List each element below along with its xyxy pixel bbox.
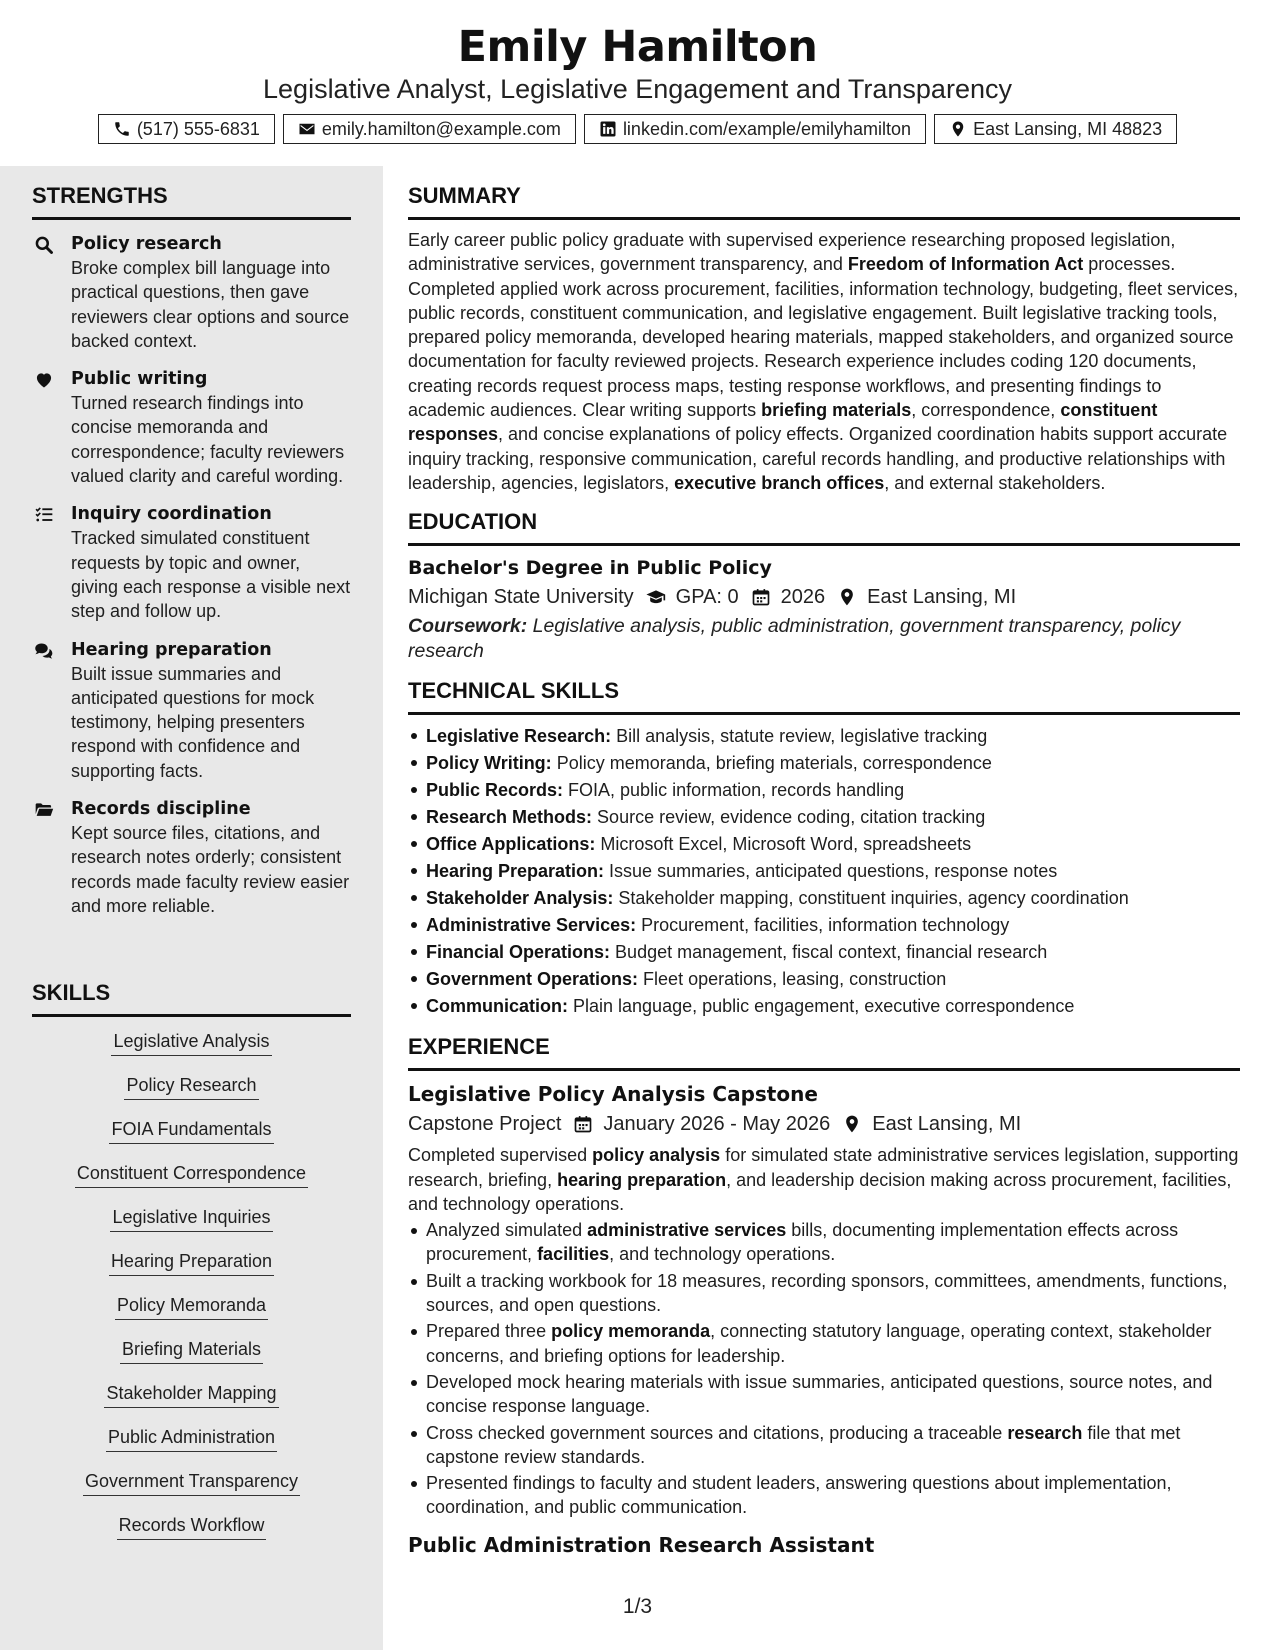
bullet-part: Analyzed simulated bbox=[426, 1220, 588, 1241]
bullet-part: Built a tracking workbook for 18 measures, recording sponsors, committees, amendments, functions, sources, and open questions. bbox=[426, 1270, 1228, 1316]
map-pin-icon bbox=[837, 587, 857, 607]
skill-value: Policy memoranda, briefing materials, correspondence bbox=[551, 753, 992, 774]
job-dates: January 2026 - May 2026 bbox=[603, 1113, 831, 1136]
job-title: Public Administration Research Assistant bbox=[408, 1532, 875, 1557]
skills-heading: SKILLS bbox=[32, 980, 351, 1017]
summary-part: Early career public policy graduate with supervised experience researching proposed legislation, administrative services, government transparency, and bbox=[408, 230, 1176, 275]
bullet-part: file that met capstone review standards. bbox=[426, 1422, 1181, 1467]
summary-heading: SUMMARY bbox=[408, 183, 1240, 220]
sidebar bbox=[0, 166, 383, 1650]
strength-description: Kept source files, citations, and research notes orderly; consistent records made faculty review easier and more reliable. bbox=[71, 823, 350, 916]
contact-email-text: emily.hamilton@example.com bbox=[321, 118, 561, 139]
contact-email[interactable] bbox=[283, 114, 576, 144]
strength-item bbox=[32, 367, 351, 488]
list-item bbox=[408, 723, 1240, 750]
school-name: Michigan State University bbox=[408, 586, 634, 609]
skill-value: Budget management, fiscal context, financial research bbox=[610, 942, 1048, 963]
list-item bbox=[408, 939, 1240, 966]
bullet-part: Developed mock hearing materials with issue summaries, anticipated questions, source notes, and concise response language. bbox=[426, 1371, 1213, 1417]
skill-item: Stakeholder Mapping bbox=[104, 1381, 278, 1408]
skills-list bbox=[32, 1029, 351, 1557]
contact-linkedin[interactable] bbox=[584, 114, 926, 144]
comments-icon bbox=[34, 641, 54, 661]
phone-icon bbox=[113, 120, 131, 138]
search-icon bbox=[34, 235, 54, 255]
strength-description: Turned research findings into concise memoranda and correspondence; faculty reviewers valued clarity and careful wording. bbox=[71, 393, 345, 487]
skill-item: Government Transparency bbox=[83, 1469, 300, 1496]
intro-part: Completed supervised bbox=[408, 1145, 593, 1166]
contact-phone-text: (517) 555-6831 bbox=[136, 118, 260, 139]
main-content bbox=[408, 166, 1240, 1574]
skill-item: Policy Research bbox=[124, 1073, 258, 1100]
summary-section bbox=[408, 183, 1240, 495]
skill-value: Plain language, public engagement, executive correspondence bbox=[568, 996, 1075, 1017]
strength-description: Tracked simulated constituent requests by topic and owner, giving each response a visible next step and follow up. bbox=[71, 528, 351, 622]
skill-value: Issue summaries, anticipated questions, response notes bbox=[604, 861, 1058, 882]
candidate-name: Emily Hamilton bbox=[457, 22, 818, 72]
contact-location-text: East Lansing, MI 48823 bbox=[973, 118, 1163, 139]
folder-open-icon bbox=[34, 800, 54, 820]
skill-value: FOIA, public information, records handling bbox=[563, 780, 905, 801]
bullet-bold: facilities bbox=[537, 1244, 610, 1265]
summary-bold: Freedom of Information Act bbox=[847, 254, 1084, 275]
education-section bbox=[408, 509, 1240, 664]
intro-bold: hearing preparation bbox=[557, 1169, 727, 1190]
list-item bbox=[408, 1370, 1240, 1419]
list-item bbox=[408, 1319, 1240, 1368]
skill-label: Hearing Preparation: bbox=[426, 861, 605, 882]
summary-bold: executive branch offices bbox=[674, 472, 885, 493]
skill-item: FOIA Fundamentals bbox=[109, 1117, 273, 1144]
bullet-part: Prepared three bbox=[426, 1321, 552, 1342]
job-meta bbox=[408, 1109, 1240, 1139]
graduation-cap-icon bbox=[646, 587, 666, 607]
job-organization: Capstone Project bbox=[408, 1113, 562, 1136]
skill-value: Source review, evidence coding, citation tracking bbox=[592, 807, 986, 828]
gpa-value: GPA: 0 bbox=[675, 586, 739, 609]
strength-title: Hearing preparation bbox=[71, 639, 272, 660]
coursework-label: Coursework: bbox=[408, 615, 528, 638]
contact-linkedin-text: linkedin.com/example/emilyhamilton bbox=[622, 118, 912, 139]
bullet-part: Cross checked government sources and citations, producing a traceable bbox=[426, 1422, 1008, 1443]
strength-item bbox=[32, 797, 351, 918]
list-item bbox=[408, 1269, 1240, 1318]
skill-item: Legislative Analysis bbox=[111, 1029, 271, 1056]
bullet-part: bills, documenting implementation effects across procurement, bbox=[426, 1220, 1179, 1265]
summary-part: , and concise explanations of policy effects. Organized coordination habits support accurate inquiry tracking, responsive communication, careful records handling, and productive relationships with leadership, agencies, legislators, bbox=[408, 424, 1228, 493]
list-check-icon bbox=[34, 505, 54, 525]
job-intro bbox=[408, 1143, 1240, 1216]
skill-value: Bill analysis, statute review, legislative tracking bbox=[611, 726, 988, 747]
contact-bar bbox=[0, 114, 1275, 144]
coursework-text: Legislative analysis, public administration, government transparency, policy research bbox=[408, 615, 1181, 663]
technical-skills-list bbox=[408, 723, 1240, 1020]
skill-item: Legislative Inquiries bbox=[110, 1205, 272, 1232]
skill-item: Constituent Correspondence bbox=[75, 1161, 308, 1188]
skill-value: Stakeholder mapping, constituent inquiries, agency coordination bbox=[613, 888, 1129, 909]
intro-part: , and leadership decision making across procurement, facilities, and technology operations. bbox=[408, 1169, 1232, 1214]
contact-phone[interactable] bbox=[98, 114, 275, 144]
skill-label: Financial Operations: bbox=[426, 942, 611, 963]
bullet-part: , and technology operations. bbox=[609, 1244, 836, 1265]
experience-heading: EXPERIENCE bbox=[408, 1034, 1240, 1071]
strengths-heading: STRENGTHS bbox=[32, 183, 351, 220]
skill-label: Public Records: bbox=[426, 780, 564, 801]
bullet-bold: administrative services bbox=[587, 1220, 787, 1241]
technical-skills-section bbox=[408, 678, 1240, 1020]
skill-label: Legislative Research: bbox=[426, 726, 612, 747]
resume-header bbox=[0, 0, 1275, 166]
summary-bold: constituent responses bbox=[408, 400, 1158, 445]
bullet-part: , connecting statutory language, operating context, stakeholder concerns, and briefing options for leadership. bbox=[426, 1321, 1212, 1366]
education-location: East Lansing, MI bbox=[867, 586, 1017, 609]
list-item bbox=[408, 966, 1240, 993]
education-heading: EDUCATION bbox=[408, 509, 1240, 546]
coursework bbox=[408, 614, 1240, 664]
list-item bbox=[408, 777, 1240, 804]
skill-item: Hearing Preparation bbox=[109, 1249, 274, 1276]
strength-item bbox=[32, 638, 351, 783]
calendar-icon bbox=[751, 587, 771, 607]
technical-skills-heading: TECHNICAL SKILLS bbox=[408, 678, 1240, 715]
skill-value: Fleet operations, leasing, construction bbox=[638, 969, 947, 990]
calendar-icon bbox=[573, 1114, 593, 1134]
strength-title: Records discipline bbox=[71, 799, 251, 820]
candidate-role: Legislative Analyst, Legislative Engagement and Transparency bbox=[263, 74, 1012, 104]
list-item bbox=[408, 804, 1240, 831]
education-meta bbox=[408, 582, 1240, 612]
skill-label: Stakeholder Analysis: bbox=[426, 888, 614, 909]
linkedin-icon bbox=[599, 120, 617, 138]
strength-description: Broke complex bill language into practical questions, then gave reviewers clear options and source backed context. bbox=[71, 258, 350, 351]
bullet-part: Presented findings to faculty and student leaders, answering questions about implementation, coordination, and public communication. bbox=[426, 1473, 1172, 1518]
experience-section bbox=[408, 1034, 1240, 1559]
summary-part: , correspondence, bbox=[911, 400, 1061, 421]
list-item bbox=[408, 993, 1240, 1020]
list-item bbox=[408, 1421, 1240, 1470]
bullet-bold: research bbox=[1007, 1422, 1083, 1443]
intro-part: for simulated state administrative services legislation, supporting research, briefing, bbox=[408, 1145, 1239, 1190]
skill-item: Records Workflow bbox=[117, 1513, 267, 1540]
list-item bbox=[408, 831, 1240, 858]
strength-description: Built issue summaries and anticipated questions for mock testimony, helping presenters respond with confidence and supporting facts. bbox=[71, 663, 315, 781]
list-item bbox=[408, 885, 1240, 912]
list-item bbox=[408, 750, 1240, 777]
job-bullets bbox=[408, 1218, 1240, 1520]
skill-label: Office Applications: bbox=[426, 834, 596, 855]
skill-label: Research Methods: bbox=[426, 807, 593, 828]
contact-location bbox=[934, 114, 1177, 144]
strength-title: Policy research bbox=[71, 234, 222, 254]
skills-section bbox=[32, 980, 351, 1557]
strengths-section bbox=[32, 183, 351, 918]
summary-part: processes. Completed applied work across procurement, facilities, information technology, budgeting, fleet services, public records, constituent communication, and legislative engagement. Built legislative tracking tools, prepared policy memoranda, developed hearing materials, mapped stakeholders, and organized source documentation for faculty reviewed projects. Research experience includes coding 120 documents, creating records request process maps, testing response workflows, and presenting findings to academic audiences. Clear writing supports bbox=[408, 254, 1239, 421]
job-location: East Lansing, MI bbox=[872, 1113, 1022, 1136]
list-item bbox=[408, 1218, 1240, 1267]
map-pin-icon bbox=[949, 120, 967, 138]
strength-item bbox=[32, 232, 351, 353]
map-pin-icon bbox=[842, 1114, 862, 1134]
skill-label: Government Operations: bbox=[426, 969, 639, 990]
skill-item: Policy Memoranda bbox=[115, 1293, 268, 1320]
skill-label: Policy Writing: bbox=[426, 753, 552, 774]
envelope-icon bbox=[298, 120, 316, 138]
intro-bold: policy analysis bbox=[592, 1145, 721, 1166]
summary-part: , and external stakeholders. bbox=[884, 472, 1106, 493]
strength-title: Public writing bbox=[71, 369, 208, 390]
list-item bbox=[408, 912, 1240, 939]
list-item bbox=[408, 1471, 1240, 1520]
graduation-year: 2026 bbox=[780, 586, 826, 609]
bullet-bold: policy memoranda bbox=[551, 1321, 711, 1342]
strength-item bbox=[32, 502, 351, 623]
skill-label: Communication: bbox=[426, 996, 568, 1017]
skill-label: Administrative Services: bbox=[426, 915, 637, 936]
list-item bbox=[408, 858, 1240, 885]
degree-title: Bachelor's Degree in Public Policy bbox=[408, 557, 772, 580]
job-title: Legislative Policy Analysis Capstone bbox=[408, 1082, 818, 1107]
skill-value: Microsoft Excel, Microsoft Word, spreadsheets bbox=[595, 834, 972, 855]
strength-title: Inquiry coordination bbox=[71, 504, 272, 525]
skill-value: Procurement, facilities, information technology bbox=[636, 915, 1010, 936]
page-number: 1/3 bbox=[622, 1595, 653, 1618]
summary-bold: briefing materials bbox=[761, 400, 912, 421]
skill-item: Public Administration bbox=[106, 1425, 277, 1452]
skill-item: Briefing Materials bbox=[120, 1337, 263, 1364]
heart-icon bbox=[34, 370, 54, 390]
summary-text bbox=[408, 228, 1240, 495]
